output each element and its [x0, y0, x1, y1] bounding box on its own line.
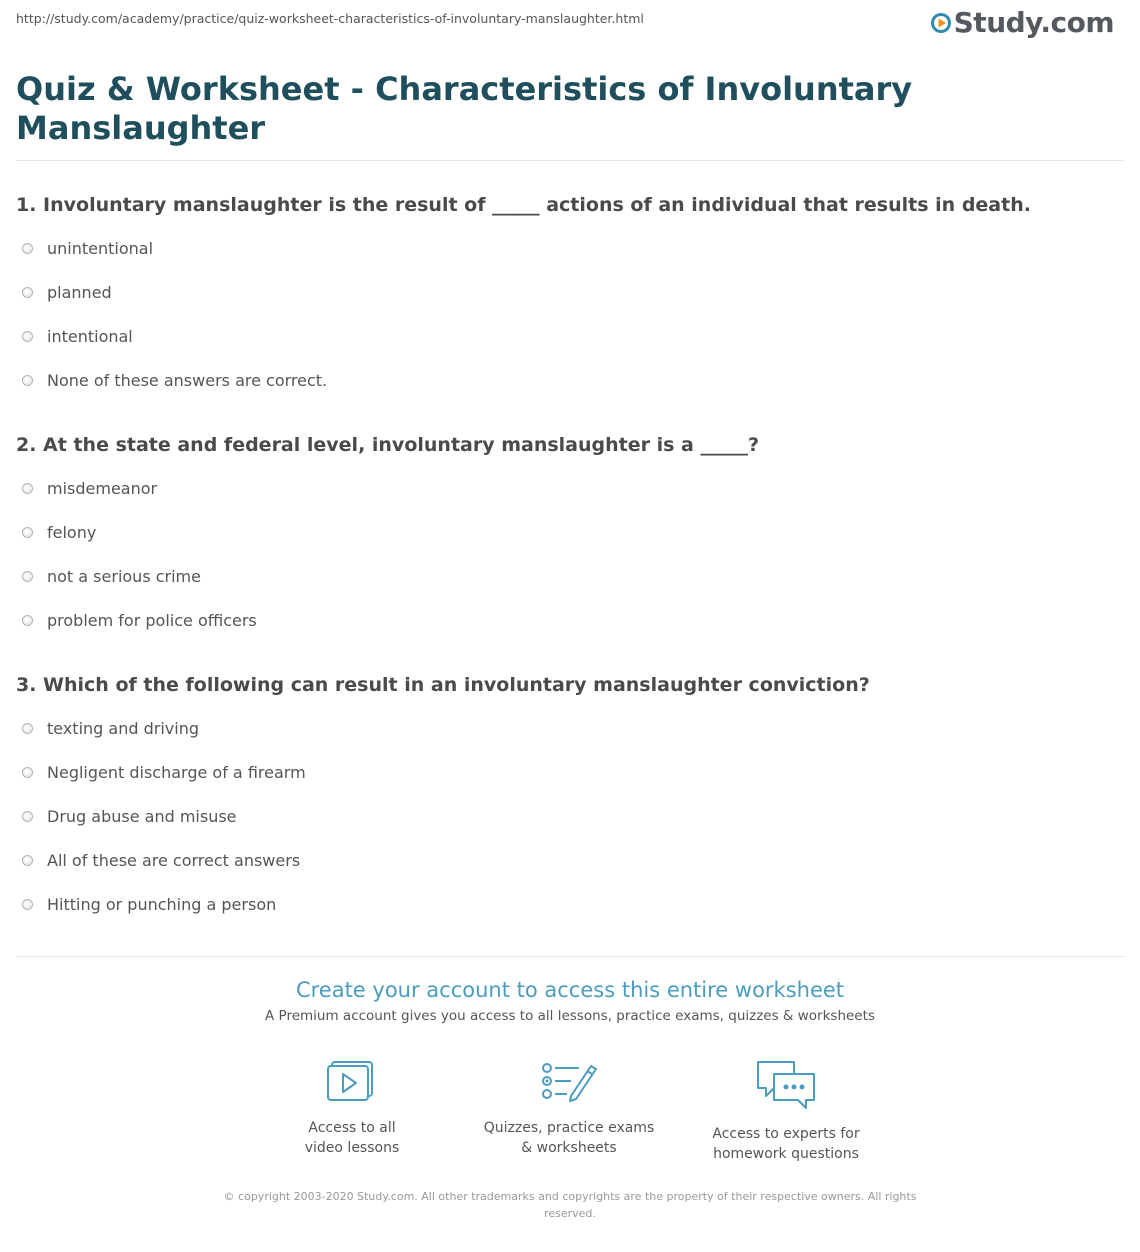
quiz-checklist-icon	[541, 1060, 597, 1104]
feature-experts	[696, 1060, 876, 1164]
chat-bubbles-icon	[754, 1060, 818, 1110]
question-2-option[interactable]	[22, 523, 96, 542]
question-2: 2. At the state and federal level, involuntary manslaughter is a _____?	[16, 434, 760, 456]
radio-button[interactable]	[22, 811, 33, 822]
question-1: 1. Involuntary manslaughter is the result of _____ actions of an individual that results in death.	[16, 194, 1031, 216]
radio-button[interactable]	[22, 855, 33, 866]
option-label: texting and driving	[47, 719, 199, 738]
option-label: Hitting or punching a person	[47, 895, 277, 914]
option-label: None of these answers are correct.	[47, 371, 328, 390]
feature-label-line: video lessons	[304, 1140, 400, 1156]
play-logo-icon	[930, 12, 952, 34]
option-label: misdemeanor	[47, 479, 158, 498]
option-label: not a serious crime	[47, 567, 201, 586]
feature-label	[696, 1124, 876, 1164]
copyright	[210, 1188, 930, 1222]
question-2-option[interactable]	[22, 611, 257, 630]
page-url: http://study.com/academy/practice/quiz-worksheet-characteristics-of-involuntary-manslaughter.html	[16, 11, 644, 26]
radio-button[interactable]	[22, 615, 33, 626]
feature-label-line: Access to all	[308, 1120, 396, 1136]
study-logo[interactable]	[930, 6, 1114, 39]
header-divider	[16, 160, 1124, 161]
question-3-option[interactable]	[22, 763, 306, 782]
copyright-line: reserved.	[544, 1207, 596, 1220]
question-3-option[interactable]	[22, 719, 199, 738]
radio-button[interactable]	[22, 767, 33, 778]
radio-button[interactable]	[22, 483, 33, 494]
option-label: All of these are correct answers	[47, 851, 301, 870]
page-title: Quiz & Worksheet - Characteristics of Involuntary Manslaughter	[16, 70, 913, 147]
question-1-option[interactable]	[22, 327, 133, 346]
feature-label-line: homework questions	[713, 1146, 859, 1162]
radio-button[interactable]	[22, 375, 33, 386]
question-2-option[interactable]	[22, 567, 201, 586]
radio-button[interactable]	[22, 571, 33, 582]
question-3: 3. Which of the following can result in an involuntary manslaughter conviction?	[16, 674, 870, 696]
feature-video-lessons	[262, 1060, 442, 1158]
option-label: intentional	[47, 327, 133, 346]
question-1-option[interactable]	[22, 283, 112, 302]
create-account-link[interactable]: Create your account to access this entire worksheet	[295, 978, 845, 1002]
cta-divider	[16, 956, 1124, 957]
question-1-option[interactable]	[22, 239, 153, 258]
radio-button[interactable]	[22, 243, 33, 254]
feature-label	[262, 1118, 442, 1158]
option-label: problem for police officers	[47, 611, 257, 630]
question-3-option[interactable]	[22, 807, 237, 826]
option-label: felony	[47, 523, 97, 542]
option-label: Negligent discharge of a firearm	[47, 763, 306, 782]
radio-button[interactable]	[22, 527, 33, 538]
feature-label-line: Quizzes, practice exams	[483, 1120, 655, 1136]
feature-label	[479, 1118, 659, 1158]
radio-button[interactable]	[22, 331, 33, 342]
option-label: planned	[47, 283, 112, 302]
radio-button[interactable]	[22, 287, 33, 298]
question-3-option[interactable]	[22, 895, 276, 914]
radio-button[interactable]	[22, 723, 33, 734]
feature-label-line: & worksheets	[521, 1140, 617, 1156]
radio-button[interactable]	[22, 899, 33, 910]
logo-text: Study.com	[953, 6, 1114, 39]
feature-quizzes	[479, 1060, 659, 1158]
question-3-option[interactable]	[22, 851, 300, 870]
option-label: Drug abuse and misuse	[47, 807, 237, 826]
feature-label-line: Access to experts for	[712, 1126, 860, 1142]
question-2-option[interactable]	[22, 479, 157, 498]
question-1-option[interactable]	[22, 371, 327, 390]
video-lessons-icon	[326, 1060, 378, 1104]
copyright-line: © copyright 2003-2020 Study.com. All other trademarks and copyrights are the property of their respective owners. All rights	[223, 1190, 917, 1203]
option-label: unintentional	[47, 239, 154, 258]
cta-subheading: A Premium account gives you access to all lessons, practice exams, quizzes & worksheets	[265, 1008, 875, 1024]
